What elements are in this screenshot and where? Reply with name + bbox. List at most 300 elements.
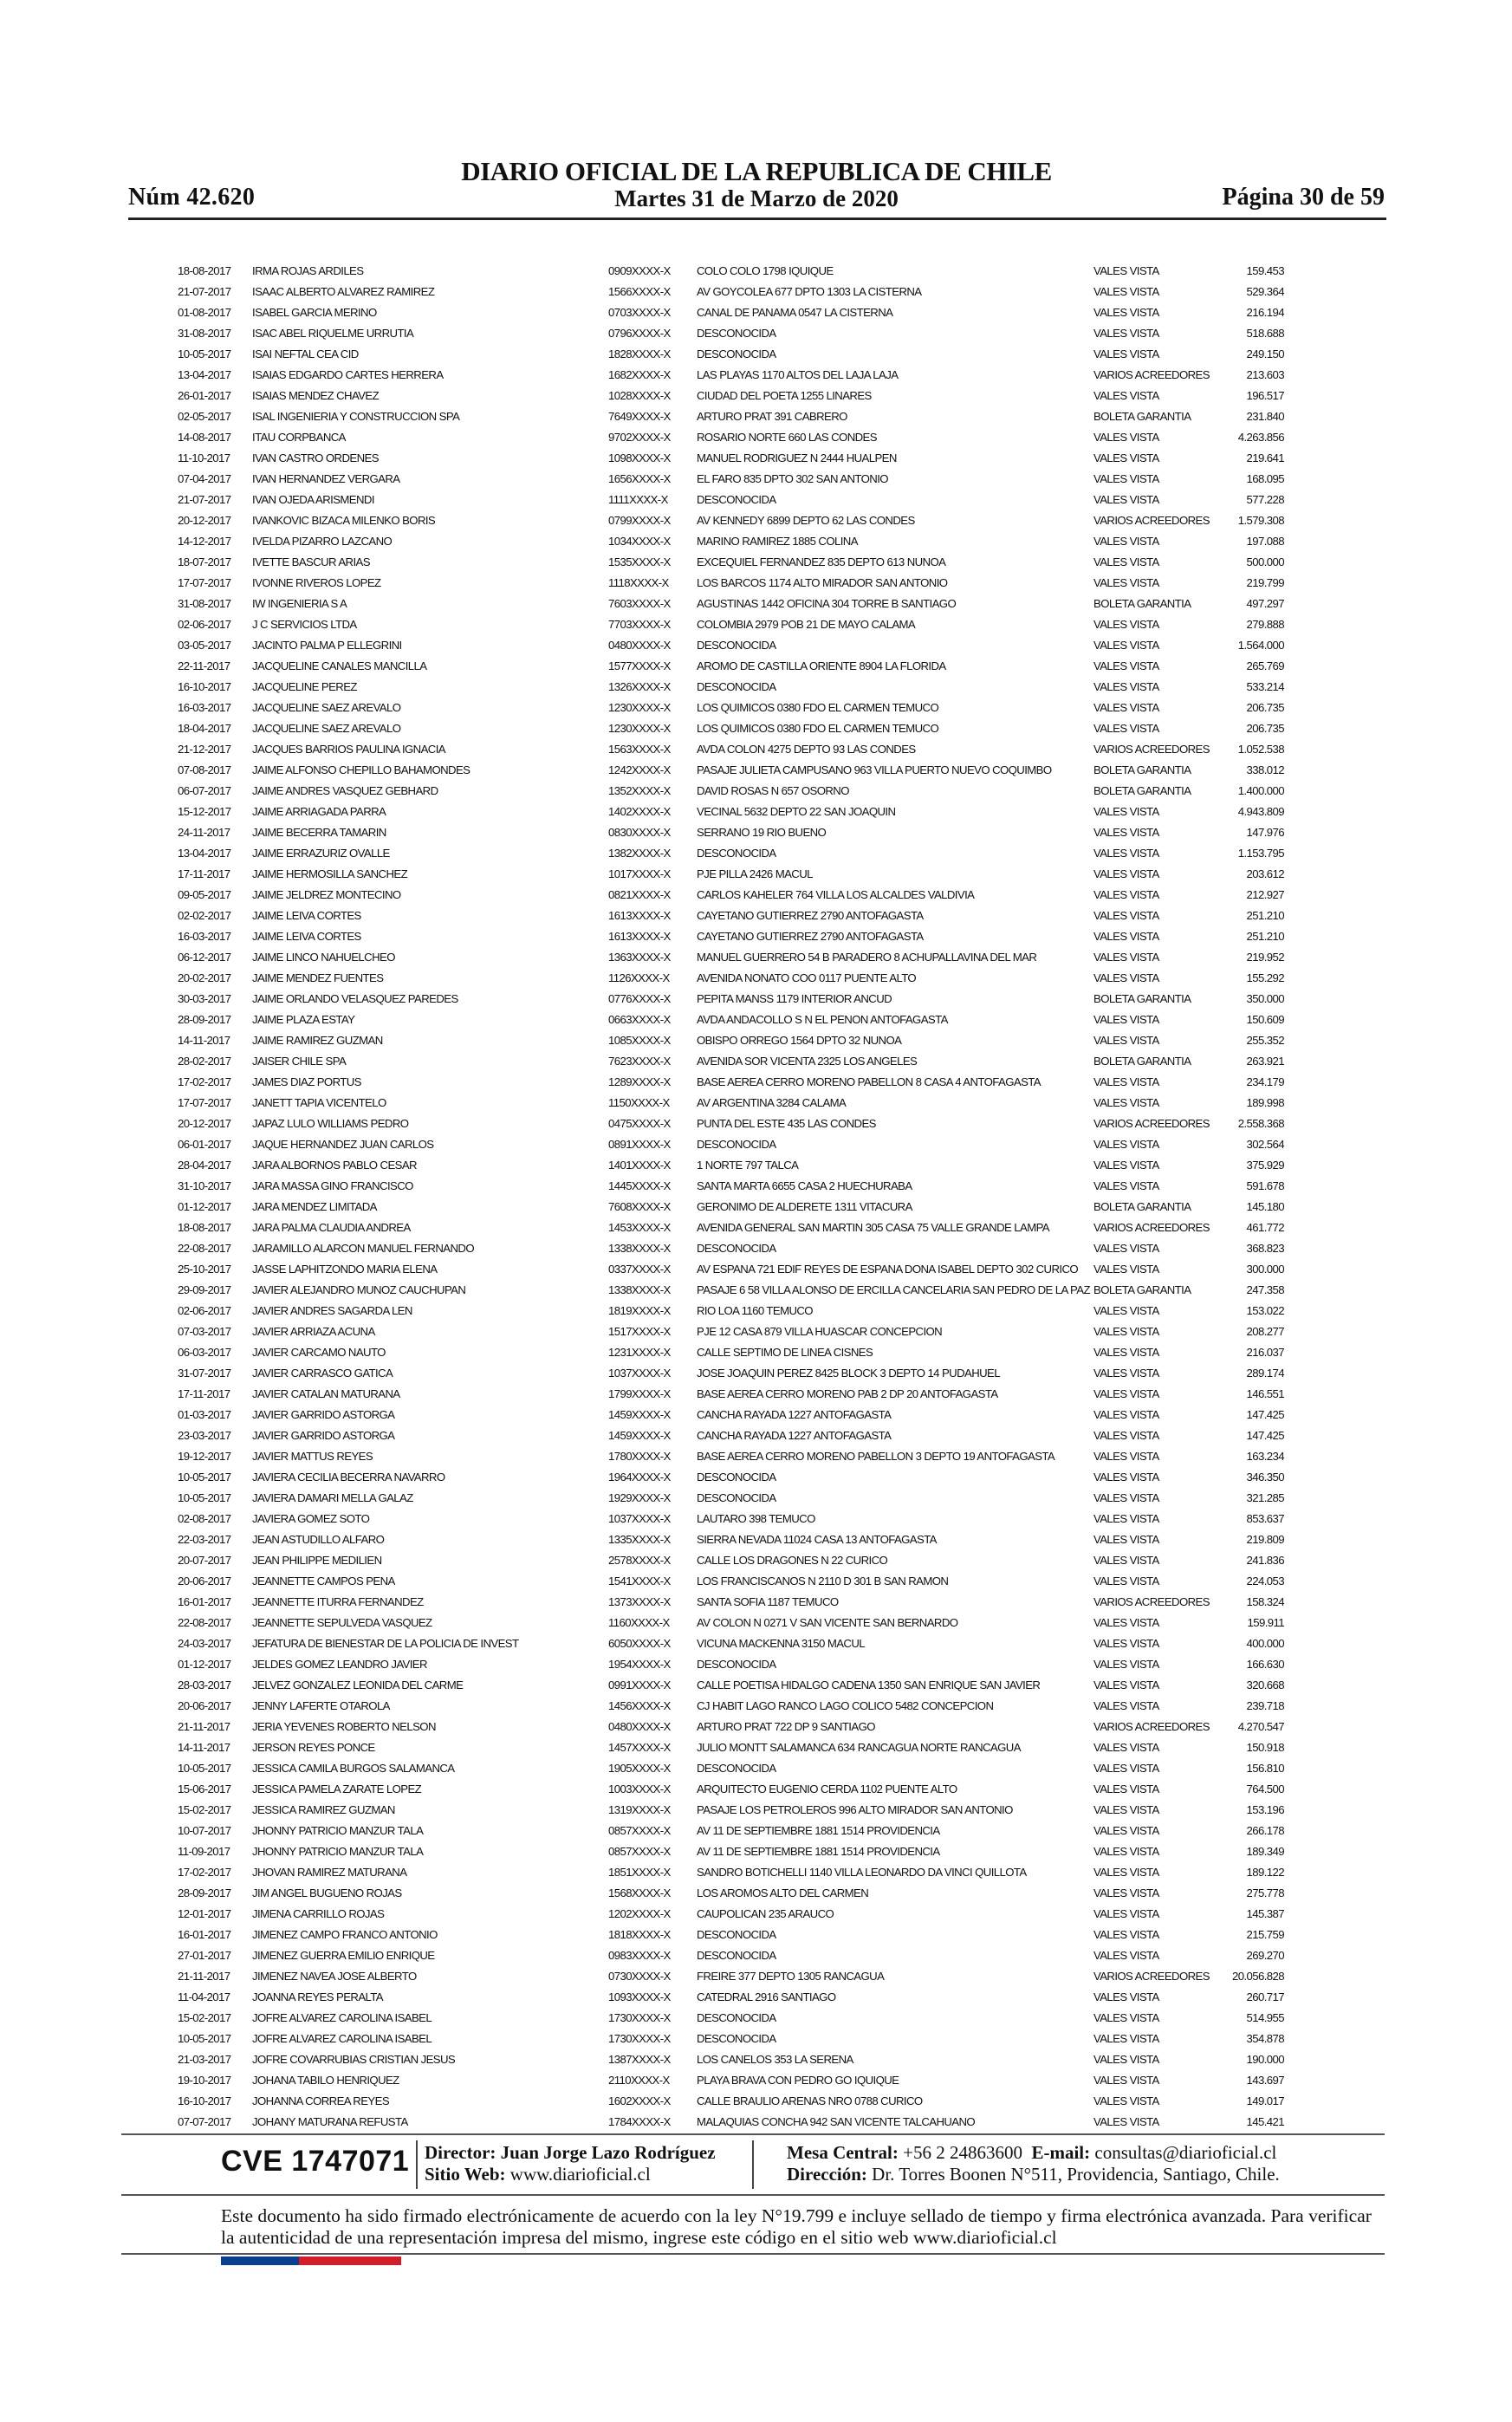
record-name: JAVIER GARRIDO ASTORGA [252, 1408, 395, 1421]
table-row [0, 1696, 1512, 1717]
table-row [0, 656, 1512, 677]
record-name: JAVIERA GOMEZ SOTO [252, 1512, 370, 1525]
record-address: AVDA ANDACOLLO S N EL PENON ANTOFAGASTA [697, 1013, 948, 1026]
record-name: JHOVAN RAMIREZ MATURANA [252, 1866, 407, 1879]
record-rut: 1818XXXX-X [608, 1928, 671, 1941]
record-rut: 1363XXXX-X [608, 951, 671, 964]
record-type: VALES VISTA [1093, 1263, 1159, 1276]
record-rut: 1568XXXX-X [608, 1886, 671, 1899]
record-address: DESCONOCIDA [697, 1138, 776, 1151]
record-type: VALES VISTA [1093, 1658, 1159, 1671]
record-address: COLOMBIA 2979 POB 21 DE MAYO CALAMA [697, 618, 916, 631]
record-type: VALES VISTA [1093, 327, 1159, 340]
record-type: VALES VISTA [1093, 576, 1159, 589]
record-amount: 166.630 [1246, 1658, 1284, 1671]
record-date: 11-09-2017 [178, 1845, 230, 1858]
mesa-phone: +56 2 24863600 [903, 2142, 1022, 2163]
record-address: AGUSTINAS 1442 OFICINA 304 TORRE B SANTIAGO [697, 597, 957, 610]
record-date: 24-03-2017 [178, 1637, 231, 1650]
record-name: ISAI NEFTAL CEA CID [252, 347, 359, 360]
record-rut: 1457XXXX-X [608, 1741, 671, 1754]
record-name: JEANNETTE CAMPOS PENA [252, 1575, 395, 1588]
table-row [0, 1238, 1512, 1259]
record-address: COLO COLO 1798 IQUIQUE [697, 264, 834, 277]
record-date: 10-05-2017 [178, 1491, 231, 1504]
record-address: VICUNA MACKENNA 3150 MACUL [697, 1637, 866, 1650]
record-name: ISAIAS MENDEZ CHAVEZ [252, 389, 380, 402]
table-row [0, 1800, 1512, 1821]
record-date: 17-11-2017 [178, 1387, 230, 1400]
record-date: 06-01-2017 [178, 1138, 231, 1151]
record-date: 14-11-2017 [178, 1741, 230, 1754]
record-date: 21-07-2017 [178, 285, 231, 298]
record-amount: 216.037 [1246, 1346, 1284, 1359]
record-type: BOLETA GARANTIA [1093, 763, 1191, 776]
record-date: 31-08-2017 [178, 597, 231, 610]
record-rut: 2578XXXX-X [608, 1554, 671, 1567]
record-type: VALES VISTA [1093, 451, 1159, 464]
record-amount: 219.952 [1246, 951, 1284, 964]
footer-divider-top [121, 2133, 1385, 2135]
record-type: VALES VISTA [1093, 618, 1159, 631]
record-rut: 1338XXXX-X [608, 1242, 671, 1255]
record-rut: 1126XXXX-X [608, 971, 670, 984]
record-name: IW INGENIERIA S A [252, 597, 347, 610]
record-rut: 1028XXXX-X [608, 389, 671, 402]
record-amount: 213.603 [1246, 368, 1284, 381]
record-name: JAMES DIAZ PORTUS [252, 1075, 361, 1088]
record-address: CALLE POETISA HIDALGO CADENA 1350 SAN ENRIQUE SAN JAVIER [697, 1679, 1041, 1692]
record-date: 19-12-2017 [178, 1450, 231, 1463]
contact-block [787, 2142, 1280, 2185]
record-type: VALES VISTA [1093, 1533, 1159, 1546]
record-date: 09-05-2017 [178, 888, 231, 901]
director-name: Juan Jorge Lazo Rodríguez [500, 2142, 716, 2163]
table-row [0, 1342, 1512, 1363]
record-type: BOLETA GARANTIA [1093, 992, 1191, 1005]
record-address: DESCONOCIDA [697, 327, 776, 340]
record-address: LOS AROMOS ALTO DEL CARMEN [697, 1886, 869, 1899]
record-address: OBISPO ORREGO 1564 DPTO 32 NUNOA [697, 1034, 902, 1047]
table-row [0, 1509, 1512, 1529]
table-row [0, 531, 1512, 552]
table-row [0, 718, 1512, 739]
record-date: 07-03-2017 [178, 1325, 231, 1338]
record-amount: 577.228 [1246, 493, 1284, 506]
record-address: DESCONOCIDA [697, 1491, 776, 1504]
record-type: VALES VISTA [1093, 1367, 1159, 1380]
record-rut: 7649XXXX-X [608, 410, 671, 423]
record-type: VALES VISTA [1093, 1096, 1159, 1109]
record-rut: 1819XXXX-X [608, 1304, 671, 1317]
table-row [0, 1925, 1512, 1945]
record-amount: 206.735 [1246, 701, 1284, 714]
record-address: AV GOYCOLEA 677 DPTO 1303 LA CISTERNA [697, 285, 922, 298]
record-address: 1 NORTE 797 TALCA [697, 1159, 799, 1172]
table-row [0, 448, 1512, 469]
record-date: 10-05-2017 [178, 1471, 231, 1484]
record-rut: 2110XXXX-X [608, 2074, 670, 2087]
record-date: 31-08-2017 [178, 327, 231, 340]
record-rut: 1098XXXX-X [608, 451, 671, 464]
record-address: BASE AEREA CERRO MORENO PABELLON 3 DEPTO 19 ANTOFAGASTA [697, 1450, 1055, 1463]
record-amount: 147.976 [1246, 826, 1284, 839]
record-address: JOSE JOAQUIN PEREZ 8425 BLOCK 3 DEPTO 14 PUDAHUEL [697, 1367, 1000, 1380]
record-amount: 354.878 [1246, 2032, 1284, 2045]
record-date: 16-03-2017 [178, 930, 231, 943]
record-address: AV COLON N 0271 V SAN VICENTE SAN BERNARDO [697, 1616, 958, 1629]
record-name: JAPAZ LULO WILLIAMS PEDRO [252, 1117, 409, 1130]
record-rut: 0991XXXX-X [608, 1679, 671, 1692]
record-address: PJE 12 CASA 879 VILLA HUASCAR CONCEPCION [697, 1325, 943, 1338]
record-rut: 1954XXXX-X [608, 1658, 671, 1671]
record-rut: 1799XXXX-X [608, 1387, 671, 1400]
table-row [0, 1758, 1512, 1779]
record-amount: 375.929 [1246, 1159, 1284, 1172]
address-value: Dr. Torres Boonen N°511, Providencia, Santiago, Chile. [872, 2164, 1280, 2185]
record-date: 01-12-2017 [178, 1658, 231, 1671]
record-type: VALES VISTA [1093, 1075, 1159, 1088]
record-rut: 9702XXXX-X [608, 431, 671, 444]
record-name: JHONNY PATRICIO MANZUR TALA [252, 1824, 424, 1837]
table-row [0, 1571, 1512, 1592]
record-name: JAISER CHILE SPA [252, 1055, 347, 1068]
record-amount: 321.285 [1246, 1491, 1284, 1504]
record-type: VALES VISTA [1093, 285, 1159, 298]
record-name: JERSON REYES PONCE [252, 1741, 375, 1754]
record-type: VALES VISTA [1093, 1346, 1159, 1359]
table-row [0, 1051, 1512, 1072]
record-date: 02-05-2017 [178, 410, 231, 423]
record-amount: 263.921 [1246, 1055, 1284, 1068]
record-date: 29-09-2017 [178, 1283, 231, 1296]
record-address: LOS QUIMICOS 0380 FDO EL CARMEN TEMUCO [697, 722, 939, 735]
record-date: 20-06-2017 [178, 1575, 231, 1588]
record-name: JAVIER ARRIAZA ACUNA [252, 1325, 375, 1338]
record-rut: 1093XXXX-X [608, 1990, 671, 2003]
record-amount: 145.387 [1246, 1907, 1284, 1920]
record-type: VALES VISTA [1093, 847, 1159, 860]
record-type: VALES VISTA [1093, 1429, 1159, 1442]
table-row [0, 2008, 1512, 2029]
site-link[interactable]: www.diarioficial.cl [509, 2164, 651, 2185]
record-amount: 279.888 [1246, 618, 1284, 631]
table-row [0, 594, 1512, 614]
record-rut: 1037XXXX-X [608, 1367, 671, 1380]
record-amount: 289.174 [1246, 1367, 1284, 1380]
record-date: 16-01-2017 [178, 1928, 231, 1941]
record-address: AV ESPANA 721 EDIF REYES DE ESPANA DONA ISABEL DEPTO 302 CURICO [697, 1263, 1079, 1276]
record-address: LOS CANELOS 353 LA SERENA [697, 2053, 853, 2066]
record-type: VALES VISTA [1093, 639, 1159, 652]
record-address: DESCONOCIDA [697, 1762, 776, 1775]
record-type: VARIOS ACREEDORES [1093, 514, 1210, 527]
record-date: 28-09-2017 [178, 1013, 231, 1026]
record-address: RIO LOA 1160 TEMUCO [697, 1304, 813, 1317]
record-date: 26-01-2017 [178, 389, 231, 402]
record-type: VALES VISTA [1093, 2115, 1159, 2128]
record-name: JAIME JELDREZ MONTECINO [252, 888, 401, 901]
record-type: VALES VISTA [1093, 2053, 1159, 2066]
record-name: JEFATURA DE BIENESTAR DE LA POLICIA DE INVEST [252, 1637, 519, 1650]
record-amount: 219.799 [1246, 576, 1284, 589]
table-row [0, 2091, 1512, 2112]
table-row [0, 344, 1512, 365]
record-rut: 1682XXXX-X [608, 368, 671, 381]
table-row [0, 1613, 1512, 1633]
record-date: 21-12-2017 [178, 743, 231, 756]
record-date: 17-11-2017 [178, 867, 230, 880]
record-date: 10-05-2017 [178, 1762, 231, 1775]
record-rut: 0983XXXX-X [608, 1949, 671, 1962]
record-rut: 0796XXXX-X [608, 327, 671, 340]
record-date: 21-03-2017 [178, 2053, 231, 2066]
table-row [0, 1010, 1512, 1030]
record-amount: 1.153.795 [1237, 847, 1284, 860]
record-address: CANCHA RAYADA 1227 ANTOFAGASTA [697, 1408, 892, 1421]
record-amount: 764.500 [1246, 1782, 1284, 1795]
record-name: JIM ANGEL BUGUENO ROJAS [252, 1886, 402, 1899]
table-row [0, 1529, 1512, 1550]
record-amount: 224.053 [1246, 1575, 1284, 1588]
record-rut: 0337XXXX-X [608, 1263, 671, 1276]
record-amount: 400.000 [1246, 1637, 1284, 1650]
record-name: JEAN PHILIPPE MEDILIEN [252, 1554, 382, 1567]
table-row [0, 1446, 1512, 1467]
record-address: PEPITA MANSS 1179 INTERIOR ANCUD [697, 992, 892, 1005]
table-row [0, 864, 1512, 885]
record-type: VALES VISTA [1093, 867, 1159, 880]
header-divider [128, 218, 1386, 220]
record-name: JELVEZ GONZALEZ LEONIDA DEL CARME [252, 1679, 464, 1692]
record-rut: 1577XXXX-X [608, 659, 671, 672]
record-type: VALES VISTA [1093, 555, 1159, 568]
record-amount: 196.517 [1246, 389, 1284, 402]
record-name: JAVIER ALEJANDRO MUNOZ CAUCHUPAN [252, 1283, 466, 1296]
record-amount: 158.324 [1246, 1595, 1284, 1608]
record-amount: 153.022 [1246, 1304, 1284, 1317]
record-name: IRMA ROJAS ARDILES [252, 264, 364, 277]
email-label: E-mail: [1031, 2142, 1091, 2163]
record-amount: 591.678 [1246, 1179, 1284, 1192]
record-name: IVETTE BASCUR ARIAS [252, 555, 370, 568]
record-date: 22-08-2017 [178, 1616, 231, 1629]
table-row [0, 1217, 1512, 1238]
record-type: VALES VISTA [1093, 431, 1159, 444]
record-date: 21-07-2017 [178, 493, 231, 506]
record-amount: 159.911 [1247, 1616, 1284, 1629]
record-name: JESSICA CAMILA BURGOS SALAMANCA [252, 1762, 455, 1775]
record-date: 21-11-2017 [178, 1970, 230, 1983]
record-rut: 1964XXXX-X [608, 1471, 671, 1484]
record-date: 12-01-2017 [178, 1907, 231, 1920]
record-address: DESCONOCIDA [697, 1928, 776, 1941]
record-type: VALES VISTA [1093, 1699, 1159, 1712]
record-date: 06-07-2017 [178, 784, 231, 797]
record-amount: 266.178 [1246, 1824, 1284, 1837]
record-name: JAIME LEIVA CORTES [252, 930, 361, 943]
record-address: ROSARIO NORTE 660 LAS CONDES [697, 431, 877, 444]
record-type: VALES VISTA [1093, 1138, 1159, 1151]
record-address: EL FARO 835 DPTO 302 SAN ANTONIO [697, 472, 888, 485]
record-rut: 1382XXXX-X [608, 847, 671, 860]
record-type: BOLETA GARANTIA [1093, 784, 1191, 797]
record-type: VALES VISTA [1093, 2074, 1159, 2087]
record-amount: 189.998 [1246, 1096, 1284, 1109]
record-name: JEANNETTE SEPULVEDA VASQUEZ [252, 1616, 432, 1629]
record-rut: 7703XXXX-X [608, 618, 671, 631]
record-date: 01-12-2017 [178, 1200, 231, 1213]
table-row [0, 469, 1512, 490]
record-name: JAIME BECERRA TAMARIN [252, 826, 386, 839]
record-rut: 1456XXXX-X [608, 1699, 671, 1712]
director-block [425, 2142, 716, 2185]
publication-date: Martes 31 de Marzo de 2020 [614, 185, 899, 211]
record-name: JAIME ALFONSO CHEPILLO BAHAMONDES [252, 763, 470, 776]
record-rut: 7623XXXX-X [608, 1055, 671, 1068]
record-amount: 159.453 [1246, 264, 1284, 277]
record-name: JOFRE ALVAREZ CAROLINA ISABEL [252, 2011, 432, 2024]
record-rut: 0480XXXX-X [608, 639, 671, 652]
record-address: MANUEL RODRIGUEZ N 2444 HUALPEN [697, 451, 897, 464]
record-name: JAVIERA CECILIA BECERRA NAVARRO [252, 1471, 445, 1484]
record-address: SANTA SOFIA 1187 TEMUCO [697, 1595, 839, 1608]
record-rut: 1459XXXX-X [608, 1429, 671, 1442]
record-date: 07-08-2017 [178, 763, 231, 776]
record-date: 18-08-2017 [178, 1221, 231, 1234]
record-name: JAIME PLAZA ESTAY [252, 1013, 355, 1026]
record-rut: 1231XXXX-X [608, 1346, 671, 1359]
record-amount: 190.000 [1246, 2053, 1284, 2066]
record-name: JOHANY MATURANA REFUSTA [252, 2115, 408, 2128]
record-amount: 461.772 [1246, 1221, 1284, 1234]
record-rut: 1202XXXX-X [608, 1907, 671, 1920]
record-amount: 145.421 [1246, 2115, 1284, 2128]
table-row [0, 427, 1512, 448]
table-row [0, 1883, 1512, 1904]
record-name: ISAC ABEL RIQUELME URRUTIA [252, 327, 414, 340]
table-row [0, 1945, 1512, 1966]
record-date: 15-02-2017 [178, 1803, 231, 1816]
record-type: VARIOS ACREEDORES [1093, 743, 1210, 756]
record-type: VALES VISTA [1093, 1949, 1159, 1962]
record-type: VALES VISTA [1093, 1159, 1159, 1172]
record-rut: 0891XXXX-X [608, 1138, 671, 1151]
table-row [0, 261, 1512, 282]
record-date: 02-02-2017 [178, 909, 231, 922]
record-type: BOLETA GARANTIA [1093, 1055, 1191, 1068]
record-name: JOFRE ALVAREZ CAROLINA ISABEL [252, 2032, 432, 2045]
record-type: VALES VISTA [1093, 722, 1159, 735]
record-amount: 320.668 [1246, 1679, 1284, 1692]
record-amount: 518.688 [1246, 327, 1284, 340]
record-amount: 4.263.856 [1237, 431, 1284, 444]
record-date: 20-07-2017 [178, 1554, 231, 1567]
record-rut: 1085XXXX-X [608, 1034, 671, 1047]
email-link[interactable]: consultas@diarioficial.cl [1094, 2142, 1277, 2163]
record-address: DESCONOCIDA [697, 1242, 776, 1255]
record-type: VALES VISTA [1093, 2011, 1159, 2024]
record-type: VARIOS ACREEDORES [1093, 1221, 1210, 1234]
record-type: BOLETA GARANTIA [1093, 1200, 1191, 1213]
record-address: MANUEL GUERRERO 54 B PARADERO 8 ACHUPALLAVINA DEL MAR [697, 951, 1037, 964]
record-amount: 150.918 [1246, 1741, 1284, 1754]
table-row [0, 677, 1512, 698]
record-address: DESCONOCIDA [697, 1471, 776, 1484]
record-address: DESCONOCIDA [697, 347, 776, 360]
record-address: EXCEQUIEL FERNANDEZ 835 DEPTO 613 NUNOA [697, 555, 946, 568]
record-address: DAVID ROSAS N 657 OSORNO [697, 784, 849, 797]
record-amount: 1.052.538 [1237, 743, 1284, 756]
record-rut: 1111XXXX-X [608, 493, 668, 506]
director-label: Director: [425, 2142, 496, 2163]
record-rut: 1851XXXX-X [608, 1866, 671, 1879]
record-amount: 219.641 [1246, 451, 1284, 464]
record-type: VALES VISTA [1093, 1387, 1159, 1400]
record-rut: 1017XXXX-X [608, 867, 671, 880]
table-row [0, 1904, 1512, 1925]
table-row [0, 1114, 1512, 1134]
record-address: LOS FRANCISCANOS N 2110 D 301 B SAN RAMON [697, 1575, 949, 1588]
record-date: 20-02-2017 [178, 971, 231, 984]
record-amount: 149.017 [1246, 2094, 1284, 2107]
record-address: DESCONOCIDA [697, 2011, 776, 2024]
table-row [0, 302, 1512, 323]
record-amount: 4.270.547 [1237, 1720, 1284, 1733]
record-amount: 143.697 [1246, 2074, 1284, 2087]
table-row [0, 885, 1512, 906]
table-row [0, 1467, 1512, 1488]
page-number: Página 30 de 59 [1222, 184, 1385, 211]
record-rut: 1242XXXX-X [608, 763, 671, 776]
footer-separator [752, 2140, 754, 2189]
record-name: J C SERVICIOS LTDA [252, 618, 357, 631]
record-address: CALLE BRAULIO ARENAS NRO 0788 CURICO [697, 2094, 923, 2107]
record-name: JAIME ANDRES VASQUEZ GEBHARD [252, 784, 438, 797]
record-address: MALAQUIAS CONCHA 942 SAN VICENTE TALCAHUANO [697, 2115, 976, 2128]
table-row [0, 1363, 1512, 1384]
record-type: VALES VISTA [1093, 1554, 1159, 1567]
record-rut: 7608XXXX-X [608, 1200, 671, 1213]
record-date: 16-10-2017 [178, 680, 231, 693]
record-date: 19-10-2017 [178, 2074, 231, 2087]
record-type: VARIOS ACREEDORES [1093, 368, 1210, 381]
record-date: 28-04-2017 [178, 1159, 231, 1172]
record-type: VALES VISTA [1093, 1886, 1159, 1899]
table-row [0, 1321, 1512, 1342]
table-row [0, 968, 1512, 989]
record-type: VALES VISTA [1093, 1512, 1159, 1525]
record-address: AVENIDA NONATO COO 0117 PUENTE ALTO [697, 971, 917, 984]
table-row [0, 906, 1512, 926]
record-amount: 1.579.308 [1237, 514, 1284, 527]
record-address: PASAJE LOS PETROLEROS 996 ALTO MIRADOR SAN ANTONIO [697, 1803, 1013, 1816]
table-row [0, 843, 1512, 864]
record-amount: 1.400.000 [1237, 784, 1284, 797]
record-date: 13-04-2017 [178, 847, 231, 860]
record-address: PLAYA BRAVA CON PEDRO GO IQUIQUE [697, 2074, 899, 2087]
record-address: CATEDRAL 2916 SANTIAGO [697, 1990, 836, 2003]
record-rut: 1160XXXX-X [608, 1616, 670, 1629]
record-name: JAIME ERRAZURIZ OVALLE [252, 847, 390, 860]
record-amount: 239.718 [1246, 1699, 1284, 1712]
record-date: 17-02-2017 [178, 1866, 231, 1879]
record-name: JACQUES BARRIOS PAULINA IGNACIA [252, 743, 445, 756]
record-amount: 346.350 [1246, 1471, 1284, 1484]
record-amount: 247.358 [1246, 1283, 1284, 1296]
table-row [0, 1280, 1512, 1301]
record-date: 15-06-2017 [178, 1782, 231, 1795]
